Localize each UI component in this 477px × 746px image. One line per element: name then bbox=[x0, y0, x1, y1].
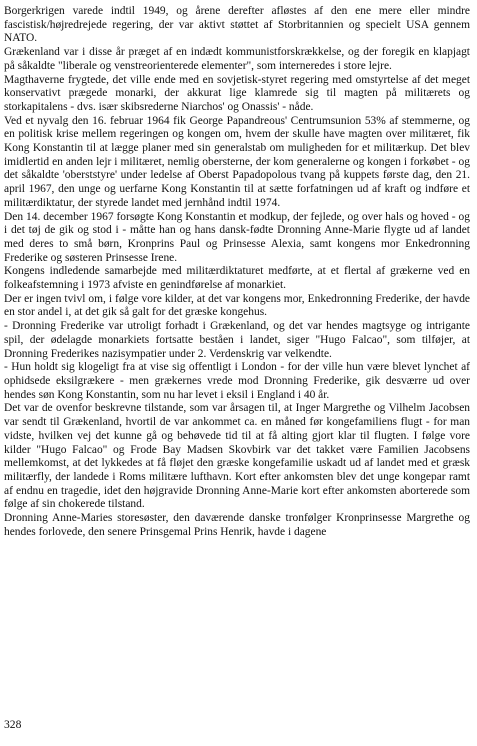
paragraph-jacobsen: Det var de ovenfor beskrevne tilstande, som var årsagen til, at Inger Margrethe og Vilhelm Jacobsen var sendt til Grækenland, hvortil de var ankommet ca. en måned før kongefamiliens flugt - for man vidste, hvilken vej det kunne gå og behøvede tid til at få alting gjort klar til flugten. I følge vore kilder "Hugo Falcao" og Frode Bay Madsen Skovbirk var det takket være Familien Jacobsens mellemkomst, at det lykkedes at få fløjet den græske kongefamilie uskadt ud af landet med et græsk militærfly, der landede i Roms militære lufthavn. Kort efter ankomsten blev det unge kongepar ramt af endnu en tragedie, idet den højgravide Dronning Anne-Marie kort efter ankomsten aborterede som følge af sin chokerede tilstand. bbox=[4, 402, 470, 511]
paragraph-communist-fear: Grækenland var i disse år præget af en indædt kommunistforskrækkelse, og der foregik en klapjagt på såkaldte "liberale og venstreorienterede elementer", som interneredes i store lejre. bbox=[4, 46, 470, 72]
paragraph-frederike-hated: - Dronning Frederike var utroligt forhadt i Grækenland, og det var hendes magtsyge og intrigante spil, der ødelagde monarkiets fortsatte beståen i landet, siger "Hugo Falcao", som tilføjer, at Dronning Frederikes nazisympatier under 2. Verdenskrig var velkendte. bbox=[4, 320, 470, 360]
body-text bbox=[4, 5, 470, 539]
paragraph-referendum: Kongens indledende samarbejde med militærdiktaturet medførte, at et flertal af grækerne ved en folkeafstemning i 1973 afviste en genindførelse af monarkiet. bbox=[4, 265, 470, 292]
page-number: 328 bbox=[4, 718, 22, 731]
paragraph-countercoup: Den 14. december 1967 forsøgte Kong Konstantin et modkup, der fejlede, og over hals og hoved - og i det tøj de gik og stod i - måtte han og hans dansk-fødte Dronning Anne-Marie flygte ud af landet med deres to små børn, Kronprins Paul og Prinsesse Alexia, samt kongens mor Enkedronning Frederike og søsteren Prinsesse Irene. bbox=[4, 210, 470, 264]
paragraph-queen-mother: Der er ingen tvivl om, i følge vore kilder, at det var kongens mor, Enkedronning Frederike, der havde en stor andel i, at det gik så galt for det græske kongehus. bbox=[4, 292, 470, 319]
paragraph-rulers-fear: Magthaverne frygtede, det ville ende med en sovjetisk-styret regering med omstyrtelse af det meget konservativt prægede monarki, der akkurat lige klamrede sig til magten på militærets og storkapitalens - dvs. især skibsrederne Niarchos' og Onassis' - nåde. bbox=[4, 73, 470, 113]
paragraph-margrethe: Dronning Anne-Maries storesøster, den daværende danske tronfølger Kronprinsesse Margrethe og hendes forlovede, den senere Prinsgemal Prins Henrik, havde i dagene bbox=[4, 512, 470, 538]
paragraph-civil-war: Borgerkrigen varede indtil 1949, og årene derefter afløstes af den ene mere eller mindre fascistisk/højredrejede regering, der var aktivt støttet af Storbritannien og specielt USA gennem NATO. bbox=[4, 5, 470, 45]
paragraph-1964-election: Ved et nyvalg den 16. februar 1964 fik George Papandreous' Centrumsunion 53% af stemmerne, og en politisk krise mellem regeringen og kongen om, hvem der skulle have magten over militæret, fik Kong Konstantin til at lægge planer med sin generalstab om muligheden for et militærkup. Det blev imidlertid en anden lejr i militæret, nemlig obersterne, der kom generalerne og kongen i forkøbet - og det såkaldte 'oberststyre' under ledelse af Oberst Papadopolous tvang på kuppets første dag, den 21. april 1967, den unge og uerfarne Kong Konstantin til at sætte forfatningen ud af kraft og indføre et militærdiktatur, der styrede landet med jernhånd indtil 1974. bbox=[4, 114, 470, 209]
paragraph-london: - Hun holdt sig klogeligt fra at vise sig offentligt i London - for der ville hun være blevet lynchet af ophidsede eksilgrækere - men grækernes vrede mod Dronning Frederike, gik desværre ud over hendes søn Kong Konstantin, som nu har levet i eksil i England i 40 år. bbox=[4, 361, 470, 401]
